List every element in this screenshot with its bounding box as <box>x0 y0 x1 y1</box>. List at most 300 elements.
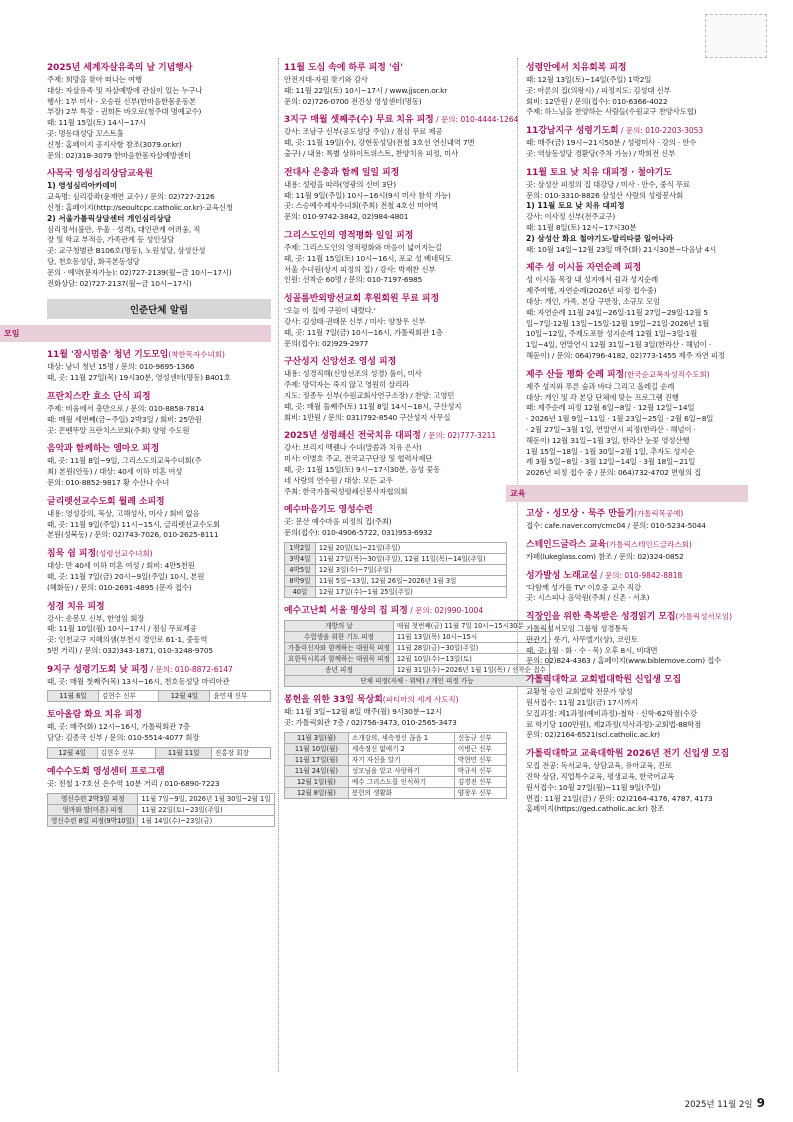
event-body <box>47 779 271 790</box>
event-title: 예수수도회 영성센터 프로그램 <box>47 767 165 778</box>
event-title-note: / 문의: 010-2203-3053 <box>618 126 704 136</box>
event-title <box>47 391 271 403</box>
table-row <box>285 575 507 586</box>
text-line: 홈페이지(https://ged.catholic.ac.kr) 참조 <box>526 804 664 814</box>
text-line: 때: 10월 14일~12월 23일 매주(화) 21시30분~다음날 4시 <box>526 244 717 254</box>
text-line: 주제: 그리스도인의 영적평화와 마음이 넓어지는길 <box>284 242 442 252</box>
table-cell: 수험생을 위한 기도 피정 <box>285 631 394 642</box>
text-line: · 2026년 1월 9일~11일 · 1월 23일~25일 · 2월 6일~8일 <box>526 414 714 424</box>
text-line: 장 및 학교 부적응, 가족관계 등 성인상담 <box>47 235 175 245</box>
text-line: 때, 곳: 11월 15일(토) 9시~17시30분, 음성 꽃동 <box>284 464 441 474</box>
text-line: 문의 · 예약(문자가능): 02)727-2139(월~금 10시~17시) <box>47 267 232 277</box>
text-line: 대상: 개인, 가족, 본당 구반장, 소규모 모임 <box>526 296 660 306</box>
table-cell: 11월 7일~9일, 2026년 1월 30일~2월 1일 <box>138 793 274 804</box>
issue-date: 2025년 11월 2일 <box>684 1100 753 1110</box>
event-title <box>284 430 507 442</box>
text-line: 때: 12월 13일(토)~14일(주일) 1박2일 <box>526 75 652 84</box>
table-cell: 세속정신 없애기 2 <box>348 743 454 754</box>
event-title-note: / 문의: 010-9842-8818 <box>597 570 683 580</box>
event-title-text: 구산성지 신앙선조 영성 피정 <box>284 357 397 368</box>
table-row <box>285 743 507 754</box>
event-title-text: 전대사 은총과 함께 일일 피정 <box>284 167 400 178</box>
text-line: 곳: 명동대성당 꼬스트홀 <box>47 128 124 138</box>
text-line: 문의: 010-3310-8826 삼성산 사랑의 성령봉사회 <box>526 190 684 200</box>
event-title-text: 제주 산들 평화 순례 피정 <box>526 369 625 380</box>
text-line: (혜화동) / 문의: 010-2691-4895 (문자 접수) <box>47 582 192 592</box>
event-title-text: 고상 · 성모상 · 묵주 만들기 <box>526 508 634 519</box>
event-block <box>526 570 748 605</box>
table-cell: 11월 17일(월) <box>285 754 349 765</box>
event-block <box>526 674 748 741</box>
text-line: 때, 곳: (월 · 화 · 수 · 목) 오후 8시, 비대면 <box>526 645 658 655</box>
text-line: 곳: 꼰벤뚜알 프란치스코회(주최) 양평 수도원 <box>47 425 190 435</box>
event-title-text: 스테인드글라스 교육 <box>526 539 607 550</box>
text-line: 문의: 02)824-4363 / 홈페이지(www.biblemove.com) 접수 <box>526 656 722 666</box>
table-cell: 12월 1일(월) <box>285 776 349 787</box>
section-banner-label: 인준단체 알림 <box>129 305 189 317</box>
table-row <box>48 793 275 804</box>
event-title-text: 3지구 매월 셋째주(수) 무료 치유 피정 <box>284 115 434 126</box>
table-cell: 윤민재 신부 <box>210 691 271 702</box>
text-line: 때: 제주순례 피정 12월 6일~8일 · 12월 12일~14일 <box>526 403 695 413</box>
event-title-note: / 문의: 010-4444-1264 <box>433 115 519 125</box>
table-row <box>285 620 550 631</box>
text-line: 때: 11월 9일(주일) 10시~16시(9시 미사 참석 가능) <box>284 190 451 200</box>
table-row <box>285 732 507 743</box>
table-cell: 1월 14일(수)~23일(금) <box>138 815 274 826</box>
text-line: 최) 본원(안동) / 대상: 40세 이하 미혼 여성 <box>47 467 183 477</box>
event-title <box>47 709 271 721</box>
event-block <box>284 356 507 423</box>
table-row <box>285 675 550 686</box>
text-line: 문의(접수): 02)929-2977 <box>284 338 369 348</box>
table-cell: 12월 4일 <box>48 748 98 759</box>
table-cell: 12월 31일(수)~2026년 1월 1일(목) / 선착순 접수 <box>393 664 549 675</box>
event-block <box>526 369 748 479</box>
event-title <box>284 167 507 179</box>
text-line: · 2월 27일~3월 1일, 연말연시 피정(한라산 · 해넘이 · <box>526 424 696 434</box>
text-line: 강사: 브리지 맥퀜나 수녀(말씀과 치유 은사) <box>284 443 422 453</box>
table-cell: 11월 28일(금)~30일(주일) <box>393 642 549 653</box>
text-line: 강사: 김성태·권태문 신부 / 미사: 양창우 신부 <box>284 316 426 326</box>
text-line: 곳: 전철 1·7호선 온수역 10분 거리 / 010-6890-7223 <box>47 779 220 789</box>
event-title <box>47 496 271 508</box>
text-line: 담당: 김종국 신부 / 문의: 010-5514-4077 회장 <box>47 733 200 743</box>
table-row <box>48 691 271 702</box>
table-row <box>285 542 507 553</box>
text-line: 때: 자연순례 11월 24일~26일·11월 27일~29일·12월 5 <box>526 307 708 317</box>
event-title <box>526 570 748 582</box>
event-title-note: (가톨릭성서모임) <box>675 612 733 622</box>
text-line: 해돋이) / 문의: 064)796-4182, 02)773-1455 제주 자연 피정 <box>526 350 725 360</box>
table-cell: 11월 22일(토)~23일(주일) <box>138 804 274 815</box>
event-title <box>47 548 271 560</box>
event-title <box>526 167 748 179</box>
event-title-note: (가톨릭스테인드글라스회) <box>606 539 692 549</box>
column-3 <box>510 62 748 815</box>
table-cell: 영신수련 8일 피정(9박10일) <box>48 815 138 826</box>
text-line: 제주 성지와 푸른 숲과 바다 그리고 올레길 순례 <box>526 381 675 391</box>
table-row <box>285 765 507 776</box>
event-title-note: (가톨릭목공예) <box>633 508 684 518</box>
text-line: 문의: 010-9742-3842, 02)984-4801 <box>284 212 409 222</box>
event-subtitle: 2) 서울가톨릭상담센터 개인심리상담 <box>47 213 172 223</box>
event-list <box>47 709 271 744</box>
event-block <box>284 430 507 497</box>
table-row <box>285 776 507 787</box>
table-row <box>285 631 550 642</box>
text-line: 1월 15일~18일 · 1월 30일~2월 1일, 추자도 성지순 <box>526 446 695 456</box>
schedule-table <box>47 690 271 702</box>
text-line: 교육명: 심리강좌(윤재연 교수) / 문의: 02)727-2126 <box>47 192 215 202</box>
text-line: 내용: 성령을 따라(영광의 신비 3단) <box>284 179 397 189</box>
event-title <box>526 508 748 520</box>
event-block <box>284 605 507 617</box>
event-title-text: 2025년 성령쇄신 전국치유 대피정 <box>284 431 421 442</box>
table-cell: 개방의 날 <box>285 620 394 631</box>
table-row <box>285 653 550 664</box>
table-cell: 11월 3일(월) <box>285 732 349 743</box>
event-block <box>526 611 748 667</box>
table-cell: 12월 10일(수)~13일(토) <box>393 653 549 664</box>
table-row <box>285 553 507 564</box>
text-line: 때, 곳: 11월 15일(토) 10시~16시, 포교 성 베네딕도 <box>284 253 452 263</box>
event-block <box>526 748 748 815</box>
event-title-text: 프란치스칸 효소 단식 피정 <box>47 391 151 402</box>
table-cell: 40일 <box>285 586 316 597</box>
text-line: 때: 11월 8일(토) 12시~17시30분 <box>526 222 637 232</box>
column-1 <box>4 62 271 829</box>
text-line: 료 학기당 100만원), 제2과정(석사과정)-교회법-88학점 <box>526 719 702 729</box>
text-line: 때, 곳: 11월 27일(목) 19시30분, 영성센터(명동) B401호 <box>47 373 231 383</box>
text-line: 신청: 홈페이지(http://seoultcpc.catholic.or.kr)-교육신청 <box>47 202 233 212</box>
text-line: 문의: 02)2164-6521(scl.catholic.ac.kr) <box>526 730 660 740</box>
event-title-text: 침묵 쉼 피정 <box>47 549 97 560</box>
text-line: 주제: 희망을 찾아 떠나는 여행 <box>47 75 143 84</box>
text-line: 곳: 교구청별관 B106호(명동), 노원성당, 삼성산성 <box>47 246 206 256</box>
text-line: 진학 상담, 직업특수교육, 평생교육, 한국어교육 <box>526 772 675 782</box>
event-title <box>284 293 507 305</box>
event-block <box>284 504 507 539</box>
text-line: 대상: 개인 및 각 본당 단체에 맞는 프로그램 진행 <box>526 392 679 402</box>
table-cell: 11월 27일(목)~30일(주일), 12월 11일(목)~14일(주일) <box>315 553 506 564</box>
text-line: 카페(lukeglass.com) 참조 / 문의: 02)324-0852 <box>526 551 684 561</box>
table-cell: 1박2일 <box>285 542 316 553</box>
text-line: '오늘 이 집에 구원이 내렸다.' <box>284 306 376 316</box>
table-cell: 신동규 신부 <box>454 732 506 743</box>
text-line: 때, 곳: 11월 7일(금) 10시~16시, 가톨릭회관 1층 <box>284 327 443 337</box>
table-cell: 엄마와 딸(미혼) 피정 <box>48 804 138 815</box>
event-title-text: 성경 치유 피정 <box>47 601 105 612</box>
category-tab-label: 교육 <box>510 488 526 498</box>
text-line: 5번 거리) / 문의: 032)343-1871, 010-3248-9705 <box>47 645 213 655</box>
category-tab <box>0 325 271 342</box>
schedule-table <box>284 732 507 799</box>
table-cell: 이병근 신부 <box>454 743 506 754</box>
event-title-note: (파티마의 세계 사도직) <box>382 694 459 704</box>
page-number: 9 <box>756 1096 765 1110</box>
event-title <box>284 356 507 368</box>
text-line: 회비: 12만원 / 문의(접수): 010-6366-4022 <box>526 96 668 106</box>
event-title-text: 11월 도심 속에 하루 피정 '쉼' <box>284 63 403 73</box>
event-title-text: 글리렛선교수도회 월례 소피정 <box>47 496 165 507</box>
text-line: 때: 매월 세번째(금~주일) 2박3일 / 회비: 25만원 <box>47 414 202 424</box>
event-title <box>284 605 507 617</box>
text-line: 미사: 이병호 주교, 전국교구단장 및 협력사제단 <box>284 454 433 464</box>
event-block <box>284 694 507 729</box>
text-line: 주제: 하느님을 찬양하는 사람들(수원교구 찬양사도협) <box>526 107 697 117</box>
event-title-text: 11월 '잠시멈춤' 청년 기도모임 <box>47 350 169 361</box>
event-title-note: / 문의: 02)777-3211 <box>420 431 497 441</box>
text-line: 전화상담: 02)727-2137(월~금 10시~17시) <box>47 278 192 288</box>
text-line: 대상: 자살유족 및 자살예방에 관심이 있는 누구나 <box>47 85 203 95</box>
text-line: 일~7일·12월 13일~15일·12월 19일~21일·2026년 1월 <box>526 318 710 328</box>
table-cell: 3박4일 <box>285 553 316 564</box>
table-row <box>48 804 275 815</box>
event-title <box>47 664 271 676</box>
page-footer <box>685 1096 765 1110</box>
text-line: 곳: 삼성산 피정의 집 대강당 / 미사 · 안수, 중식 무료 <box>526 179 690 189</box>
event-title-text: 가톨릭대학교 교육대학원 2026년 전기 신입생 모집 <box>526 749 730 760</box>
text-line: 때: 매주(금) 19시~21시50분 / 성령미사 · 강의 · 안수 <box>526 138 697 148</box>
text-line: 때, 곳: 매월 첫째주(목) 13시~16시, 천호동성당 마리아관 <box>47 676 230 686</box>
text-line: 신청: 홈페이지 공지사항 참조(3079.or.kr) <box>47 139 182 149</box>
section-banner <box>47 299 271 319</box>
text-line: 때: 11월 3일~12월 8일 매주(월) 9시30분~12시 <box>284 706 442 716</box>
schedule-table <box>47 793 275 827</box>
event-title <box>526 674 748 686</box>
text-line: 제주여행, 자연순례(2026년 피정 접수중) <box>526 286 657 296</box>
table-row <box>48 815 275 826</box>
table-cell: 12월 3일(수)~7일(주일) <box>315 564 506 575</box>
event-block <box>526 62 748 118</box>
text-line: 때: 11월 10일(월) 10시~17시 / 점심 무료제공 <box>47 624 197 634</box>
text-line: 곳: 아론의 집(의왕시) / 피정지도: 김성대 신부 <box>526 85 671 95</box>
text-line: 회비: 1만원 / 문의: 031)792-8540 구산성지 사무실 <box>284 412 451 422</box>
text-line: 면접: 11월 21일(금) / 문의: 02)2164-4176, 4787, 4173 <box>526 793 713 803</box>
event-block <box>284 293 507 349</box>
event-block <box>526 508 748 532</box>
table-cell: 자기 자신을 알기 <box>348 754 454 765</box>
column-divider <box>278 58 279 1072</box>
table-cell: 김현수 신부 <box>97 748 156 759</box>
table-cell: 11월 13일(목) 10시~15시 <box>393 631 549 642</box>
event-title: 사목국 영성심리상담교육원 <box>47 169 153 180</box>
text-line: 주제: 비움에서 충만으로 / 문의: 010-8858-7814 <box>47 403 204 413</box>
text-line: 때, 곳: 11월 19일(수), 강현동성당(전철 3호선 연신내역 7번 <box>284 138 475 148</box>
event-title <box>47 349 271 361</box>
event-title <box>47 443 271 455</box>
event-title <box>284 114 519 126</box>
text-line: 모집과정: 제1과정(예비과정)-철학 · 신학-62학점(수강 <box>526 708 697 718</box>
event-title-note: (착한목자수녀회) <box>168 350 225 360</box>
text-line: 곳: 스승예수제자수녀회(주최) 전철 4호선 미아역 <box>284 201 438 211</box>
table-cell: 김현수 신부 <box>98 691 159 702</box>
text-line: 강사: 조남구 신부(공도성당 주임) / 점심 무료 제공 <box>284 127 443 137</box>
event-list <box>47 349 271 687</box>
table-cell: 소개강의, 세속정신 끊음 1 <box>348 732 454 743</box>
event-title: 2025년 세계자살유족의 날 기념행사 <box>47 63 193 73</box>
text-line: 인원: 선착순 60명 / 문의: 010-7197-6985 <box>284 275 423 285</box>
text-line: 모집 전공: 독서교육, 상담교육, 유아교육, 진로 <box>526 761 672 771</box>
event-title-text: 토아올람 화요 치유 피정 <box>47 710 143 721</box>
schedule-table <box>284 542 507 598</box>
text-line: 지도: 정종두 신부(수원교회사연구소장) / 찬양: 고영민 <box>284 390 455 400</box>
text-line: 성 이시돌 목장 내 성지에서 쉼과 성지순례 <box>526 275 659 285</box>
text-line: 곳: 인천교구 지혜의샘(부천시 경인로 61-1, 중동역 <box>47 635 208 645</box>
table-cell: 11월 11일 <box>156 748 212 759</box>
text-line: 때, 곳: 11월 7일(금) 20시~9일(주일) 10시, 본원 <box>47 571 205 581</box>
event-block <box>526 262 748 361</box>
table-cell: 12월 20일(토)~21일(주일) <box>315 542 506 553</box>
text-line: 판관기 · 룻기, 사무엘기(상), 코린토 <box>526 634 638 644</box>
event-body <box>47 75 271 161</box>
table-cell: 11월 24일(월) <box>285 765 349 776</box>
event-title-text: 예수고난회 서울 명상의 집 피정 <box>284 605 408 616</box>
text-line: '다함께 성가를 TV' 이호중 교수 직강 <box>526 582 641 592</box>
event-title <box>526 611 748 623</box>
table-cell: 11월 10일(월) <box>285 743 349 754</box>
table-cell: 박규식 신부 <box>454 765 506 776</box>
table-cell: 12월 8일(월) <box>285 787 349 798</box>
event-title-note: (성령선교수녀회) <box>96 549 153 559</box>
table-row <box>285 642 550 653</box>
event-title-text: 봉헌을 위한 33일 묵상회 <box>284 694 383 705</box>
text-line: 심리정서(불안, 우울 · 성격), 대인관계 어려움, 직 <box>47 224 201 234</box>
event-title-text: 그리스도인의 영적평화 일일 피정 <box>284 230 414 241</box>
event-title <box>284 694 507 706</box>
event-title <box>526 262 748 274</box>
text-line: 곳: 문산 예수마음 피정의 집(주최) <box>284 517 392 527</box>
event-title <box>526 369 748 381</box>
text-line: 례 3월 5일~8일 · 3월 12일~14일 · 3월 18일~21일 <box>526 457 696 467</box>
text-line: 대상: 남녀 청년 15명 / 문의: 010-9695-1366 <box>47 362 195 372</box>
text-line: 1일~4일, 연말연시 12월 31일~1월 3일(한라산 · 해넘이 · <box>526 340 712 350</box>
event-title <box>526 62 748 74</box>
event-title-text: 예수마음기도 영성수련 <box>284 505 373 516</box>
event-subtitle: 1) 11월 토요 낮 치유 대피정 <box>526 201 625 211</box>
event-title-text: 11강남지구 성령기도회 <box>526 126 619 137</box>
event-title-text: 성골롬반외방선교회 후원회원 무료 피정 <box>284 294 440 305</box>
text-line: 때: 11월 15일(토) 14시~17시 <box>47 118 146 128</box>
text-line: 때, 곳: 매주(화) 12시~16시, 가톨릭회관 7층 <box>47 722 190 732</box>
event-block <box>284 62 507 107</box>
text-line: 강사: 송봉모 신부, 한영임 회장 <box>47 613 145 623</box>
event-title-text: 음악과 함께하는 엠마오 피정 <box>47 444 160 455</box>
text-line: 곳: 시스피나 음악원(주최 / 신촌 · 서초) <box>526 593 650 603</box>
event-title-note: (한국순교복자성직수도회) <box>624 369 710 379</box>
text-line: 안전지대-자원 찾기와 감사 <box>284 75 368 84</box>
event-block <box>284 230 507 286</box>
schedule-table <box>284 620 550 687</box>
text-line: 때, 곳: 11월 9일(주일) 11시~15시, 글리렛선교수도회 <box>47 519 220 529</box>
table-cell: 8박9일 <box>285 575 316 586</box>
table-cell: 11월 5일~13일, 12월 26일~2026년 1월 3일 <box>315 575 506 586</box>
table-row <box>48 748 271 759</box>
table-cell: 11월 6일 <box>48 691 99 702</box>
text-line: 본원(성북동) / 문의: 02)743-7026, 010-2625-8111 <box>47 530 219 540</box>
event-title <box>526 125 748 137</box>
text-line: 문의: 02)726-0700 전진상 영성센터(명동) <box>284 96 422 106</box>
event-body <box>47 225 271 290</box>
event-title-note: / 문의: 010-8872-6147 <box>148 664 233 674</box>
text-line: 가톨릭성서모임 그룹형 성경통독 <box>526 624 629 634</box>
event-block <box>526 539 748 563</box>
table-row <box>285 754 507 765</box>
event-subtitle: 2) 삼성산 화요 철야기도-탈리타쿰 일어나라 <box>526 233 674 243</box>
text-line: 곳: 역삼동성당 경환당(주차 가능) / 박희전 신부 <box>526 148 676 158</box>
text-line: 원서접수: 10월 27일(월)~11월 9일(주일) <box>526 782 661 792</box>
text-line: 때, 곳: 매월 둘째주(토) 11월 8일 14시~18시, 구산성지 <box>284 401 462 411</box>
category-tab-label: 모임 <box>4 329 20 339</box>
text-line: 문의: 02)318-3079 한마음한몸자살예방센터 <box>47 150 191 160</box>
text-line: 부장) 2부 특강 - 권희돈 바오로(청주대 명예교수) <box>47 107 202 117</box>
text-line: 문의: 010-8852-9817 황 수산나 수녀 <box>47 477 170 487</box>
event-title-text: 가톨릭대학교 교회법대학원 신입생 모집 <box>526 675 682 686</box>
text-line: 접수: cafe.naver.com/cmc04 / 문의: 010-5234-5044 <box>526 520 706 530</box>
table-cell: 12월 4일 <box>159 691 210 702</box>
table-cell: 봉헌의 생활화 <box>348 787 454 798</box>
text-line: 주제: 망덕자는 죽지 않고 영원히 살리라 <box>284 380 410 390</box>
event-body <box>47 192 271 214</box>
table-row <box>285 586 507 597</box>
event-block <box>284 114 519 159</box>
text-line: 원서접수: 11월 21일(금) 17시까지 <box>526 698 638 708</box>
table-cell: 12월 17일(수)~1월 25일(주일) <box>315 586 506 597</box>
table-cell: 김경진 신부 <box>454 776 506 787</box>
text-line: 곳: 가톨릭회관 7층 / 02)756-3473, 010-2565-3473 <box>284 717 457 727</box>
text-line: 서울 수녀원(상지 피정의 집) / 강사: 박재찬 신부 <box>284 264 436 274</box>
event-title-text: 11월 토요 낮 치유 대피정 · 철야기도 <box>526 167 672 178</box>
text-line: 강사: 이사정 신부(전주교구) <box>526 212 616 222</box>
text-line: 때, 곳: 11월 8일~9일, 그리스도의교육수녀회(주 <box>47 456 202 466</box>
event-block <box>526 167 748 256</box>
event-title <box>284 62 507 74</box>
table-cell: 영신수련 2박3일 피정 <box>48 793 138 804</box>
text-line: 2026년 피정 접수 중 / 문의: 064)732-4702 면형의 집 <box>526 468 702 478</box>
event-block <box>526 125 748 160</box>
table-row <box>285 564 507 575</box>
event-title <box>284 230 507 242</box>
text-line: 출구) / 내용: 특별 상하이트위스트, 찬양치유 피정, 미사 <box>284 148 458 158</box>
text-line: 행사: 1부 미사 - 오승원 신부(한마음한몸운동본 <box>47 96 196 106</box>
text-line: 때: 11월 22일(토) 10시~17시 / www.jjscen.or.kr <box>284 85 448 95</box>
text-line: 10일~12일, 주제도포함 성지순례 12월 1일~3일·1월 <box>526 329 698 339</box>
schedule-table <box>47 747 271 759</box>
table-cell: 성모님을 알고 사랑하기 <box>348 765 454 776</box>
table-cell: 박현민 신부 <box>454 754 506 765</box>
table-cell: 양창우 신부 <box>454 787 506 798</box>
event-title-text: 제주 성 이시돌 자연순례 피정 <box>526 263 642 274</box>
event-title-text: 직장인을 위한 축복받은 성경읽기 모집 <box>526 612 676 623</box>
table-cell: 4박5일 <box>285 564 316 575</box>
text-line: 당, 천호동성당, 화곡본동성당 <box>47 256 140 266</box>
qr-code-image <box>705 14 767 58</box>
event-title-text: 성령안에서 치유회복 피정 <box>526 63 627 73</box>
event-title-text: 9지구 성령기도회 낮 피정 <box>47 664 149 675</box>
text-line: 문의(접수): 010-4906-5722, 031)953-6932 <box>284 528 433 538</box>
event-title <box>526 748 748 760</box>
text-line: 내용: 성경직해(신앙선조의 성경) 풀이, 미사 <box>284 369 422 379</box>
text-line: 해돋이) 12월 31일~1월 3일, 한라산 눈꽃 영성산행 <box>526 435 690 445</box>
event-subtitle: 1) 영성심리아카데미 <box>47 181 118 191</box>
event-title <box>284 504 507 516</box>
table-cell: 진홍장 회장 <box>212 748 271 759</box>
category-tab <box>506 485 748 502</box>
table-cell: 단체 피정(자체 · 위탁) / 개인 피정 가능 <box>285 675 550 686</box>
table-cell: 가톨릭신자와 함께하는 대림묵 피정 <box>285 642 394 653</box>
event-title-text: 성가발성 노래교실 <box>526 570 598 581</box>
